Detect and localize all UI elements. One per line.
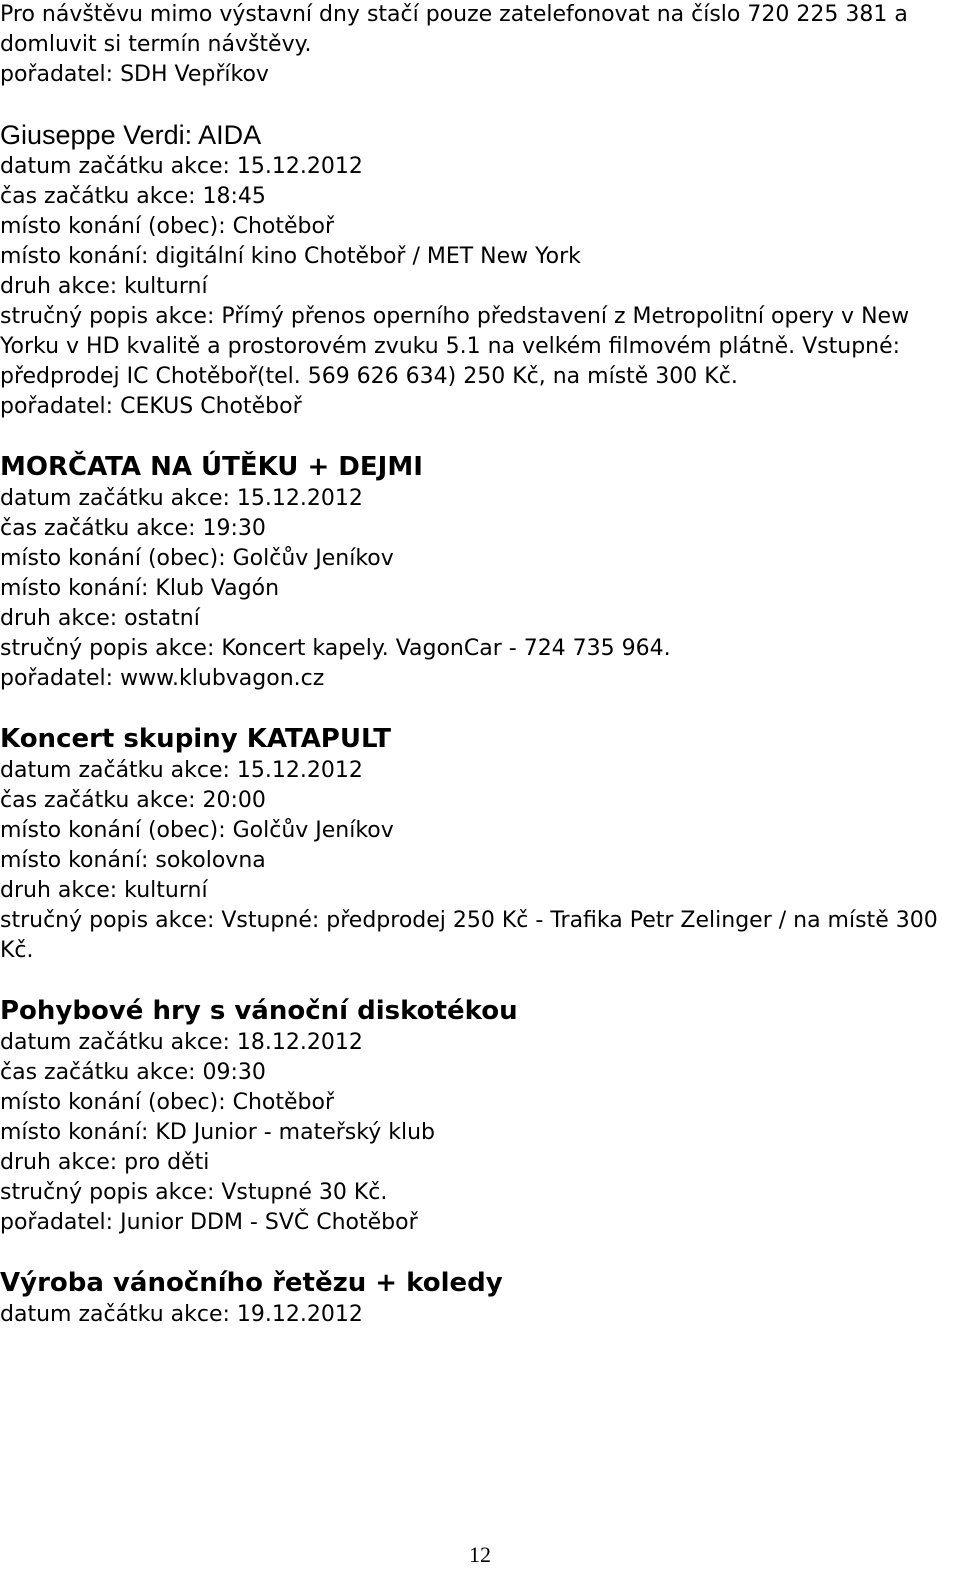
event-description: stručný popis akce: Vstupné 30 Kč.	[0, 1180, 388, 1205]
event-pohybove-hry	[0, 994, 950, 1238]
page-number: 12	[469, 1542, 491, 1567]
event-title: Giuseppe Verdi: AIDA	[0, 120, 262, 150]
event-date: datum začátku akce: 15.12.2012	[0, 758, 363, 783]
event-town: místo konání (obec): Golčův Jeníkov	[0, 546, 394, 571]
event-title: Pohybové hry s vánoční diskotékou	[0, 996, 518, 1026]
event-description: stručný popis akce: Koncert kapely. VagonCar - 724 735 964.	[0, 636, 671, 661]
event-organizer: pořadatel: CEKUS Chotěboř	[0, 394, 302, 419]
event-title: MORČATA NA ÚTĚKU + DEJMI	[0, 452, 423, 482]
event-time: čas začátku akce: 20:00	[0, 788, 266, 813]
event-town: místo konání (obec): Chotěboř	[0, 214, 334, 239]
event-time: čas začátku akce: 09:30	[0, 1060, 266, 1085]
event-venue: místo konání: KD Junior - mateřský klub	[0, 1120, 435, 1145]
event-organizer: pořadatel: Junior DDM - SVČ Chotěboř	[0, 1210, 418, 1235]
event-date: datum začátku akce: 19.12.2012	[0, 1302, 363, 1327]
event-description: stručný popis akce: Přímý přenos operního představení z Metropolitní opery v New Yorku v HD kvalitě a prostorovém zvuku 5.1 na velkém filmovém plátně. Vstupné: předprodej IC Chotěboř(tel. 569 626 634) 250 Kč, na místě 300 Kč.	[0, 304, 910, 389]
event-vyroba-retezu	[0, 1266, 950, 1330]
event-type: druh akce: pro děti	[0, 1150, 210, 1175]
event-type: druh akce: kulturní	[0, 274, 208, 299]
event-title: Koncert skupiny KATAPULT	[0, 724, 391, 754]
event-katapult	[0, 722, 950, 966]
event-title: Výroba vánočního řetězu + koledy	[0, 1268, 503, 1298]
event-town: místo konání (obec): Golčův Jeníkov	[0, 818, 394, 843]
event-morcata	[0, 450, 950, 694]
intro-text: Pro návštěvu mimo výstavní dny stačí pouze zatelefonovat na číslo 720 225 381 a domluvit si termín návštěvy.	[0, 2, 908, 57]
event-date: datum začátku akce: 15.12.2012	[0, 486, 363, 511]
event-venue: místo konání: digitální kino Chotěboř / MET New York	[0, 244, 581, 269]
event-description: stručný popis akce: Vstupné: předprodej 250 Kč - Trafika Petr Zelinger / na místě 300 Kč.	[0, 908, 938, 963]
event-type: druh akce: ostatní	[0, 606, 200, 631]
event-town: místo konání (obec): Chotěboř	[0, 1090, 334, 1115]
event-type: druh akce: kulturní	[0, 878, 208, 903]
event-time: čas začátku akce: 18:45	[0, 184, 266, 209]
intro-organizer: pořadatel: SDH Vepříkov	[0, 62, 269, 87]
event-date: datum začátku akce: 18.12.2012	[0, 1030, 363, 1055]
event-aida	[0, 118, 950, 422]
event-organizer: pořadatel: www.klubvagon.cz	[0, 666, 325, 691]
event-venue: místo konání: sokolovna	[0, 848, 266, 873]
event-date: datum začátku akce: 15.12.2012	[0, 154, 363, 179]
event-venue: místo konání: Klub Vagón	[0, 576, 280, 601]
event-time: čas začátku akce: 19:30	[0, 516, 266, 541]
